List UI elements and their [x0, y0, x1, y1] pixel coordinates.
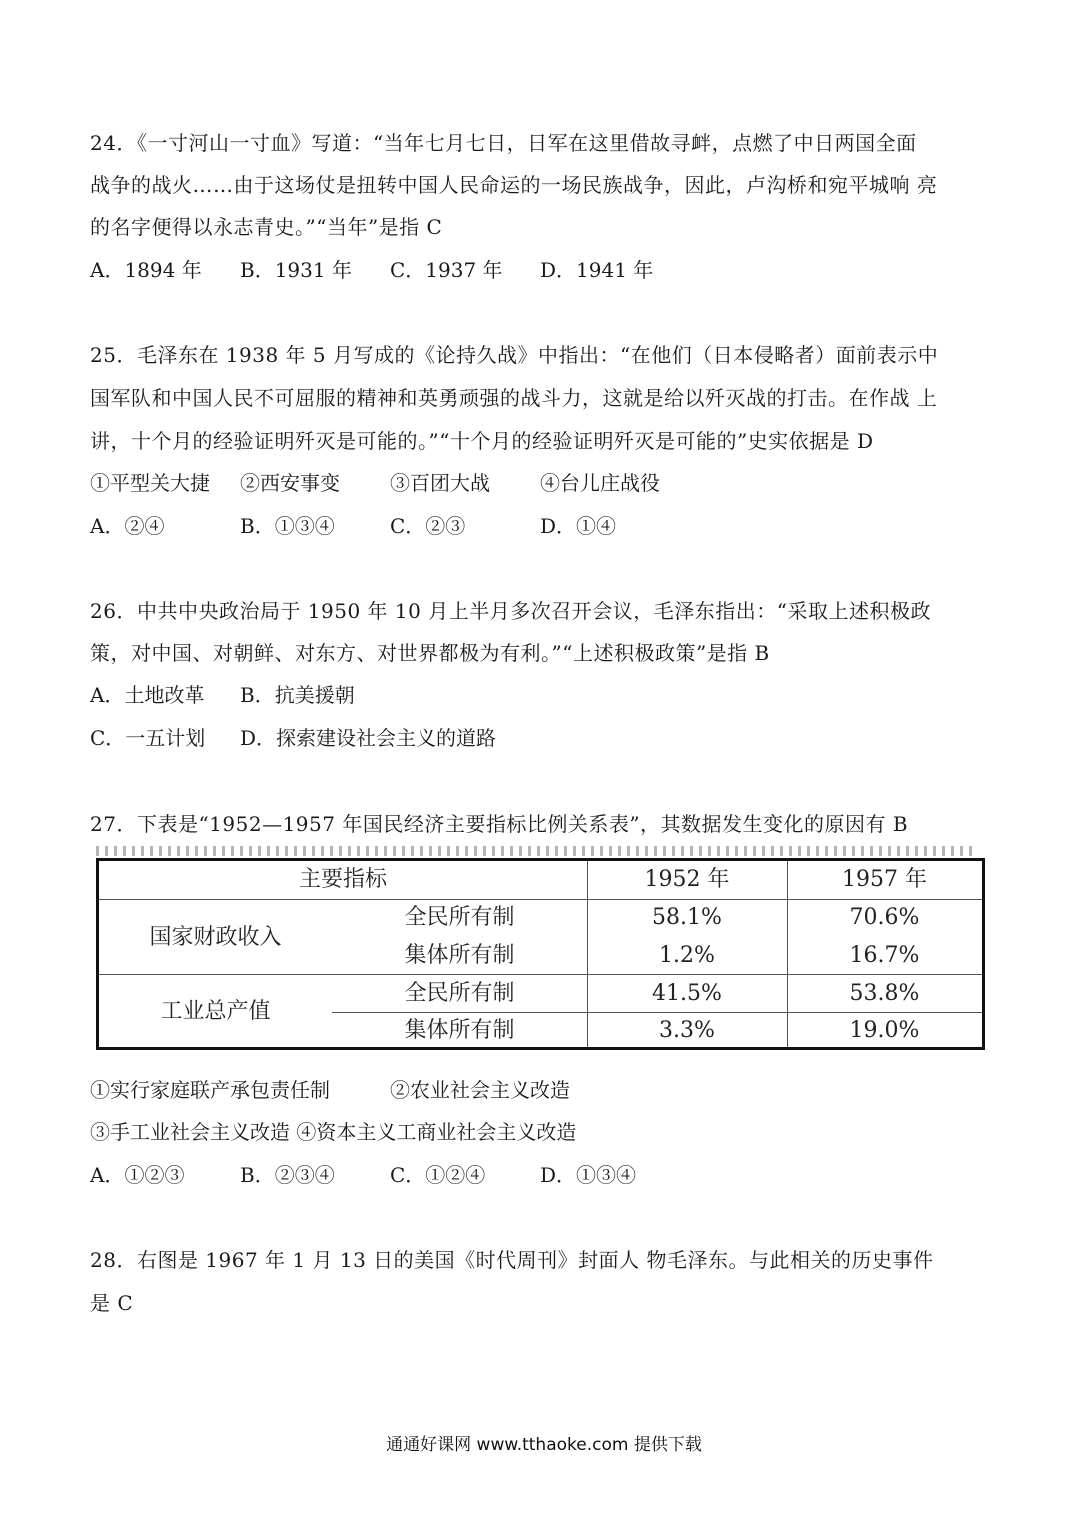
economic-indicator-table	[96, 858, 985, 1050]
q26-line-1: 26．中共中央政治局于 1950 年 10 月上半月多次召开会议，毛泽东指出：“采取上述积极政	[90, 599, 931, 623]
q24-option-d: D．1941 年	[540, 258, 654, 282]
q26-option-c: C．一五计划	[90, 726, 206, 750]
table-header-1952: 1952 年	[644, 867, 730, 892]
q27-option-c: C．①②④	[390, 1163, 486, 1187]
table-cell-sub: 集体所有制	[404, 1018, 515, 1043]
q26-line-2: 策，对中国、对朝鲜、对东方、对世界都极为有利。”“上述积极政策”是指 B	[90, 641, 770, 665]
table-header-indicator: 主要指标	[298, 867, 387, 892]
q25-line-1: 25．毛泽东在 1938 年 5 月写成的《论持久战》中指出：“在他们（日本侵略者）面前表示中	[90, 343, 939, 367]
table-cell-value: 58.1%	[652, 905, 722, 930]
table-cell-sub: 全民所有制	[404, 981, 515, 1006]
q27-option-b: B．②③④	[240, 1163, 335, 1187]
q27-option-a: A．①②③	[90, 1163, 185, 1187]
q27-line-1: 27．下表是“1952—1957 年国民经济主要指标比例关系表”，其数据发生变化的原因有 B	[90, 812, 909, 836]
q26-option-b: B．抗美援朝	[240, 683, 355, 707]
q25-option-b: B．①③④	[240, 514, 335, 538]
table-cell-value: 53.8%	[849, 981, 920, 1006]
q26-option-a: A．土地改革	[90, 683, 205, 707]
q25-option-a: A．②④	[90, 514, 165, 538]
q25-item-1: ①平型关大捷	[90, 471, 210, 495]
q24-line-2: 战争的战火……由于这场仗是扭转中国人民命运的一场民族战争，因此，卢沟桥和宛平城响 亮	[90, 173, 938, 197]
table-rule	[332, 1012, 982, 1013]
q25-line-2: 国军队和中国人民不可屈服的精神和英勇顽强的战斗力，这就是给以歼灭战的打击。在作战 上	[90, 386, 938, 410]
q24-option-a: A．1894 年	[90, 258, 202, 282]
q25-line-3: 讲，十个月的经验证明歼灭是可能的。”“十个月的经验证明歼灭是可能的”史实依据是 D	[90, 429, 874, 453]
page-footer: 通通好课网 www.tthaoke.com 提供下载	[386, 1435, 702, 1455]
table-cell-sub: 集体所有制	[404, 943, 515, 968]
table-group-label: 工业总产值	[160, 999, 271, 1024]
q26-option-d: D．探索建设社会主义的道路	[240, 726, 497, 750]
q25-item-2: ②西安事变	[240, 471, 340, 495]
table-group-label: 国家财政收入	[149, 925, 282, 950]
table-cell-value: 41.5%	[652, 981, 722, 1006]
table-cell-value: 1.2%	[659, 943, 715, 968]
q25-item-4: ④台儿庄战役	[540, 471, 660, 495]
q24-line-3: 的名字便得以永志青史。”“当年”是指 C	[90, 215, 443, 239]
table-cell-value: 16.7%	[849, 943, 920, 968]
q28-line-1: 28．右图是 1967 年 1 月 13 日的美国《时代周刊》封面人 物毛泽东。与此相关的历史事件	[90, 1248, 934, 1272]
table-cell-value: 3.3%	[659, 1018, 715, 1043]
q24-option-c: C．1937 年	[390, 258, 503, 282]
q28-line-2: 是 C	[90, 1291, 134, 1315]
q24-option-b: B．1931 年	[240, 258, 352, 282]
q27-item-1: ①实行家庭联产承包责任制	[90, 1078, 330, 1102]
q27-items-line-2: ③手工业社会主义改造 ④资本主义工商业社会主义改造	[90, 1120, 577, 1144]
q25-item-3: ③百团大战	[390, 471, 490, 495]
q25-option-d: D．①④	[540, 514, 617, 538]
q25-option-c: C．②③	[390, 514, 466, 538]
table-header-1957: 1957 年	[842, 867, 927, 892]
q27-option-d: D．①③④	[540, 1163, 637, 1187]
table-cell-value: 70.6%	[849, 905, 920, 930]
scan-artifact-line	[96, 846, 976, 856]
q27-item-2: ②农业社会主义改造	[390, 1078, 570, 1102]
table-rule	[99, 974, 982, 975]
table-rule	[99, 899, 982, 900]
table-cell-sub: 全民所有制	[404, 905, 515, 930]
q24-line-1: 24．《一寸河山一寸血》写道：“当年七月七日，日军在这里借故寻衅，点燃了中日两国全面	[90, 131, 917, 155]
table-cell-value: 19.0%	[849, 1018, 920, 1043]
